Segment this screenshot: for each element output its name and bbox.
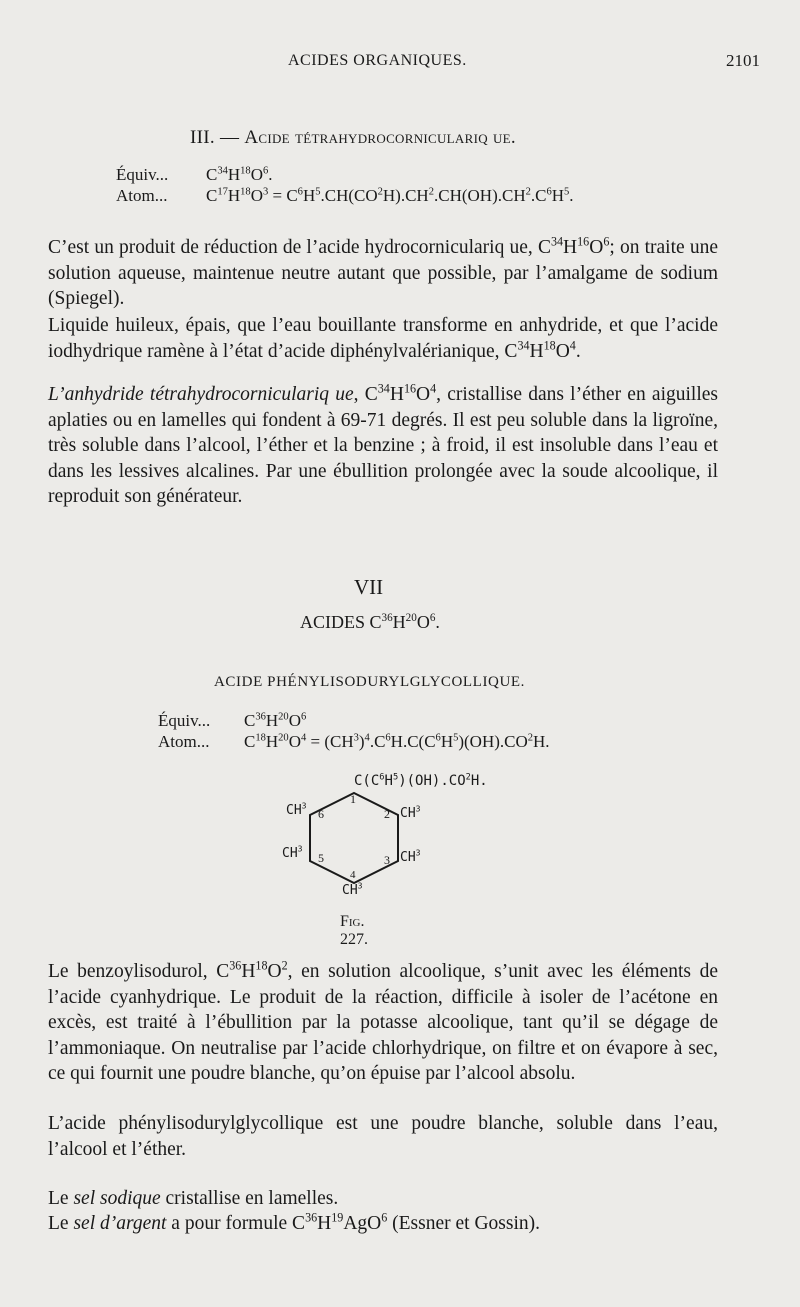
section-name: Acide tétrahydrocorniculariq ue.: [244, 127, 516, 148]
ring-position-5: 5: [318, 851, 324, 865]
substituent-left-top: $CH^3$: [286, 801, 307, 818]
section-numeral: III. —: [190, 127, 240, 148]
paragraph: L’anhydride tétrahydrocorniculariq ue, $C^{34}H^{16}O^4$, cristallise dans l’éther en aiguilles aplaties ou en lamelles qui fondent à 69-71 degrés. Il est peu soluble dans la ligroïne, très soluble dans l’alcool, l’éther et la benzine ; à froid, il est insoluble dans l’eau et dans les lessives alcalines. Par une ébullition prolongée avec la soude alcoolique, il reproduit son générateur.: [48, 381, 718, 507]
atom-label: Atom...: [116, 186, 168, 205]
section-title-iii: [190, 127, 516, 149]
substituent-right-bottom: $CH^3$: [400, 848, 421, 865]
figure-caption: Fig. 227.: [340, 913, 368, 948]
ring-position-4: 4: [350, 869, 356, 881]
page-number: 2101: [726, 51, 760, 70]
substituent-left-bottom: $CH^3$: [282, 844, 303, 861]
equiv-label: Équiv...: [158, 711, 211, 730]
ring-position-6: 6: [318, 807, 324, 821]
ring-position-2: 2: [384, 807, 390, 821]
running-title: ACIDES ORGANIQUES.: [288, 52, 467, 69]
paragraph: Liquide huileux, épais, que l’eau bouillante transforme en anhydride, et que l’acide iodhydrique ramène à l’état d’acide diphénylvalérianique, $C^{34}H^{18}O^4$.: [48, 315, 718, 362]
atom-formula-row: [158, 732, 550, 752]
substituent-top: $C(C^6H^5)(OH).CO^2H$.: [354, 772, 488, 789]
substituent-right-top: $CH^3$: [400, 804, 421, 821]
section-numeral-vii: VII: [354, 575, 384, 599]
equiv-formula-row: [116, 165, 272, 185]
paragraph: L’acide phénylisodurylglycollique est une poudre blanche, soluble dans l’eau, l’alcool et l’éther.: [48, 1113, 718, 1160]
equiv-label: Équiv...: [116, 165, 169, 184]
group-title: ACIDES $C^{36}H^{20}O^6$.: [300, 612, 440, 632]
equiv-formula: $C^{36}H^{20}O^6$: [244, 711, 307, 730]
substituent-bottom: $CH^3$: [342, 881, 363, 898]
acid-title: ACIDE PHÉNYLISODURYLGLYCOLLIQUE.: [214, 674, 526, 690]
ring-position-1: 1: [350, 792, 356, 806]
atom-label: Atom...: [158, 732, 210, 751]
atom-formula: $C^{17}H^{18}O^3 = C^6H^5.CH(CO^2H).CH^2.CH(OH).CH^2.C^6H^5$.: [206, 186, 574, 205]
ring-position-3: 3: [384, 853, 390, 867]
paragraph: C’est un produit de réduction de l’acide hydrocorniculariq ue, $C^{34}H^{16}O^6$; on traite une solution aqueuse, maintenue neutre autant que possible, par l’amalgame de sodium (Spiegel).: [48, 234, 718, 309]
equiv-formula-row: [158, 711, 306, 731]
atom-formula: $C^{18}H^{20}O^4 = (CH^3)^4.C^6H.C(C^6H^5)(OH).CO^2H$.: [244, 732, 550, 751]
paragraph: Le sel sodique cristallise en lamelles.: [48, 1188, 339, 1209]
equiv-formula: $C^{34}H^{18}O^6$.: [206, 165, 273, 184]
paragraph: Le sel d’argent a pour formule $C^{36}H^{19}AgO^6$ (Essner et Gossin).: [48, 1210, 541, 1234]
atom-formula-row: [116, 186, 574, 206]
paragraph: Le benzoylisodurol, $C^{36}H^{18}O^2$, en solution alcoolique, s’unit avec les éléments de l’acide cyanhydrique. Le produit de la réaction, difficile à isoler de l’acétone en excès, est traité à l’ébullition par la potasse alcoolique, tant qu’il se dégage de l’ammoniaque. On neutralise par l’acide chlorhydrique, on filtre et on évapore à sec, ce qui fournit une poudre blanche, qu’on épuise par l’alcool absolu.: [48, 958, 718, 1084]
